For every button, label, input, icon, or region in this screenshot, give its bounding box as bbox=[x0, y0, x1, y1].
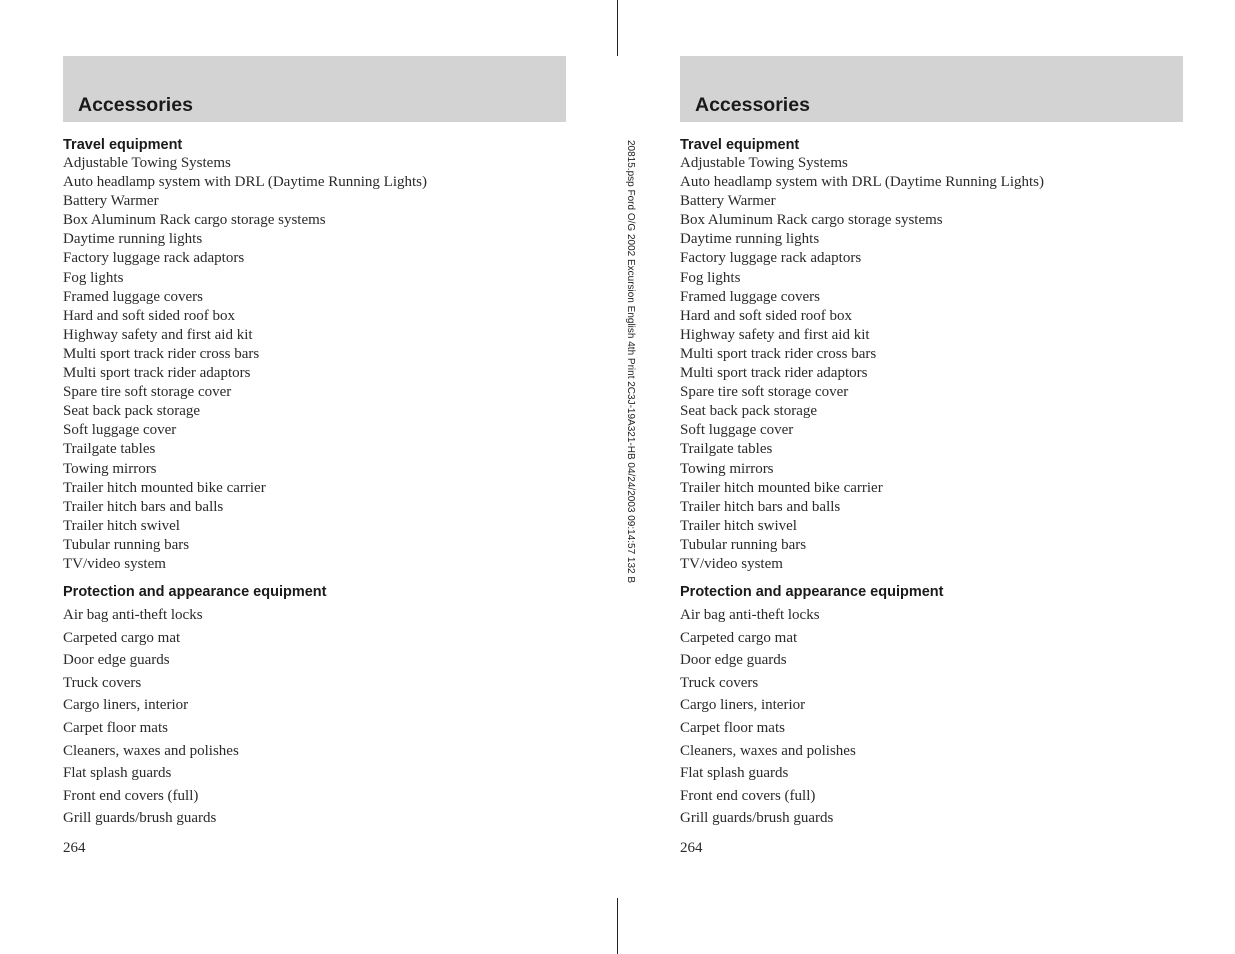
list-item: Soft luggage cover bbox=[63, 422, 177, 439]
section-header-title: Accessories bbox=[78, 94, 193, 116]
section-header-title: Accessories bbox=[695, 94, 810, 116]
list-item: Fog lights bbox=[63, 269, 124, 286]
list-item: Trailer hitch mounted bike carrier bbox=[63, 479, 266, 496]
list-item: Hard and soft sided roof box bbox=[680, 307, 853, 324]
list-item: Air bag anti-theft locks bbox=[63, 607, 203, 623]
list-item: Trailer hitch bars and balls bbox=[680, 498, 841, 515]
list-item: Trailer hitch bars and balls bbox=[63, 498, 224, 515]
travel-equipment-heading: Travel equipment bbox=[680, 137, 800, 153]
list-item: Battery Warmer bbox=[680, 193, 776, 210]
list-item: Flat splash guards bbox=[680, 765, 789, 782]
list-item: Multi sport track rider cross bars bbox=[63, 345, 260, 362]
list-item: Factory luggage rack adaptors bbox=[63, 250, 245, 267]
travel-equipment-heading: Travel equipment bbox=[63, 137, 183, 153]
list-item: Multi sport track rider adaptors bbox=[680, 365, 868, 382]
list-item: Door edge guards bbox=[63, 652, 170, 669]
center-fold-line-bottom bbox=[617, 898, 618, 954]
center-fold-line-top bbox=[617, 0, 618, 56]
list-item: Spare tire soft storage cover bbox=[680, 384, 849, 401]
list-item: Adjustable Towing Systems bbox=[680, 155, 848, 171]
protection-equipment-list bbox=[63, 604, 239, 830]
list-item: Spare tire soft storage cover bbox=[63, 384, 232, 401]
page-number: 264 bbox=[63, 840, 86, 856]
list-item: Trailer hitch swivel bbox=[63, 517, 180, 534]
list-item: Trailer hitch swivel bbox=[680, 517, 797, 534]
section-header-band bbox=[680, 56, 1183, 122]
list-item: Framed luggage covers bbox=[63, 288, 203, 305]
protection-equipment-list bbox=[680, 604, 856, 830]
print-slug: 20815.psp Ford O/G 2002 Excursion English 4th Print 2C3J-19A321-HB 04/24/2003 09:14:57 132 B bbox=[625, 140, 636, 584]
list-item: Framed luggage covers bbox=[680, 288, 820, 305]
list-item: Daytime running lights bbox=[680, 231, 820, 248]
list-item: Cleaners, waxes and polishes bbox=[63, 742, 239, 759]
list-item: Trailer hitch mounted bike carrier bbox=[680, 479, 883, 496]
list-item: Air bag anti-theft locks bbox=[680, 607, 820, 623]
list-item: Carpeted cargo mat bbox=[63, 629, 181, 646]
list-item: Carpet floor mats bbox=[680, 719, 785, 736]
list-item: Trailgate tables bbox=[680, 441, 773, 458]
list-item: Daytime running lights bbox=[63, 231, 203, 248]
list-item: Trailgate tables bbox=[63, 441, 156, 458]
list-item: Grill guards/brush guards bbox=[680, 810, 834, 827]
list-item: Seat back pack storage bbox=[63, 403, 201, 420]
list-item: Flat splash guards bbox=[63, 765, 172, 782]
list-item: Cargo liners, interior bbox=[680, 697, 806, 714]
list-item: TV/video system bbox=[63, 555, 166, 572]
list-item: Battery Warmer bbox=[63, 193, 159, 210]
list-item: Tubular running bars bbox=[680, 536, 807, 553]
protection-equipment-heading: Protection and appearance equipment bbox=[63, 584, 327, 600]
list-item: Front end covers (full) bbox=[63, 787, 199, 804]
list-item: Multi sport track rider cross bars bbox=[680, 345, 877, 362]
list-item: Seat back pack storage bbox=[680, 403, 818, 420]
list-item: Highway safety and first aid kit bbox=[680, 326, 870, 343]
list-item: Box Aluminum Rack cargo storage systems bbox=[63, 212, 326, 229]
travel-equipment-list bbox=[680, 154, 1044, 574]
list-item: Auto headlamp system with DRL (Daytime Running Lights) bbox=[680, 174, 1044, 191]
list-item: Truck covers bbox=[680, 674, 759, 691]
list-item: Highway safety and first aid kit bbox=[63, 326, 253, 343]
list-item: Carpet floor mats bbox=[63, 719, 168, 736]
list-item: Auto headlamp system with DRL (Daytime Running Lights) bbox=[63, 174, 427, 191]
list-item: Cargo liners, interior bbox=[63, 697, 189, 714]
list-item: TV/video system bbox=[680, 555, 783, 572]
list-item: Carpeted cargo mat bbox=[680, 629, 798, 646]
list-item: Factory luggage rack adaptors bbox=[680, 250, 862, 267]
section-header-band bbox=[63, 56, 566, 122]
list-item: Truck covers bbox=[63, 674, 142, 691]
list-item: Multi sport track rider adaptors bbox=[63, 365, 251, 382]
list-item: Box Aluminum Rack cargo storage systems bbox=[680, 212, 943, 229]
list-item: Towing mirrors bbox=[680, 460, 774, 477]
protection-equipment-heading: Protection and appearance equipment bbox=[680, 584, 944, 600]
page-number: 264 bbox=[680, 840, 703, 856]
list-item: Cleaners, waxes and polishes bbox=[680, 742, 856, 759]
list-item: Soft luggage cover bbox=[680, 422, 794, 439]
travel-equipment-list bbox=[63, 154, 427, 574]
list-item: Fog lights bbox=[680, 269, 741, 286]
list-item: Tubular running bars bbox=[63, 536, 190, 553]
list-item: Door edge guards bbox=[680, 652, 787, 669]
list-item: Towing mirrors bbox=[63, 460, 157, 477]
list-item: Front end covers (full) bbox=[680, 787, 816, 804]
list-item: Adjustable Towing Systems bbox=[63, 155, 231, 171]
list-item: Hard and soft sided roof box bbox=[63, 307, 236, 324]
list-item: Grill guards/brush guards bbox=[63, 810, 217, 827]
